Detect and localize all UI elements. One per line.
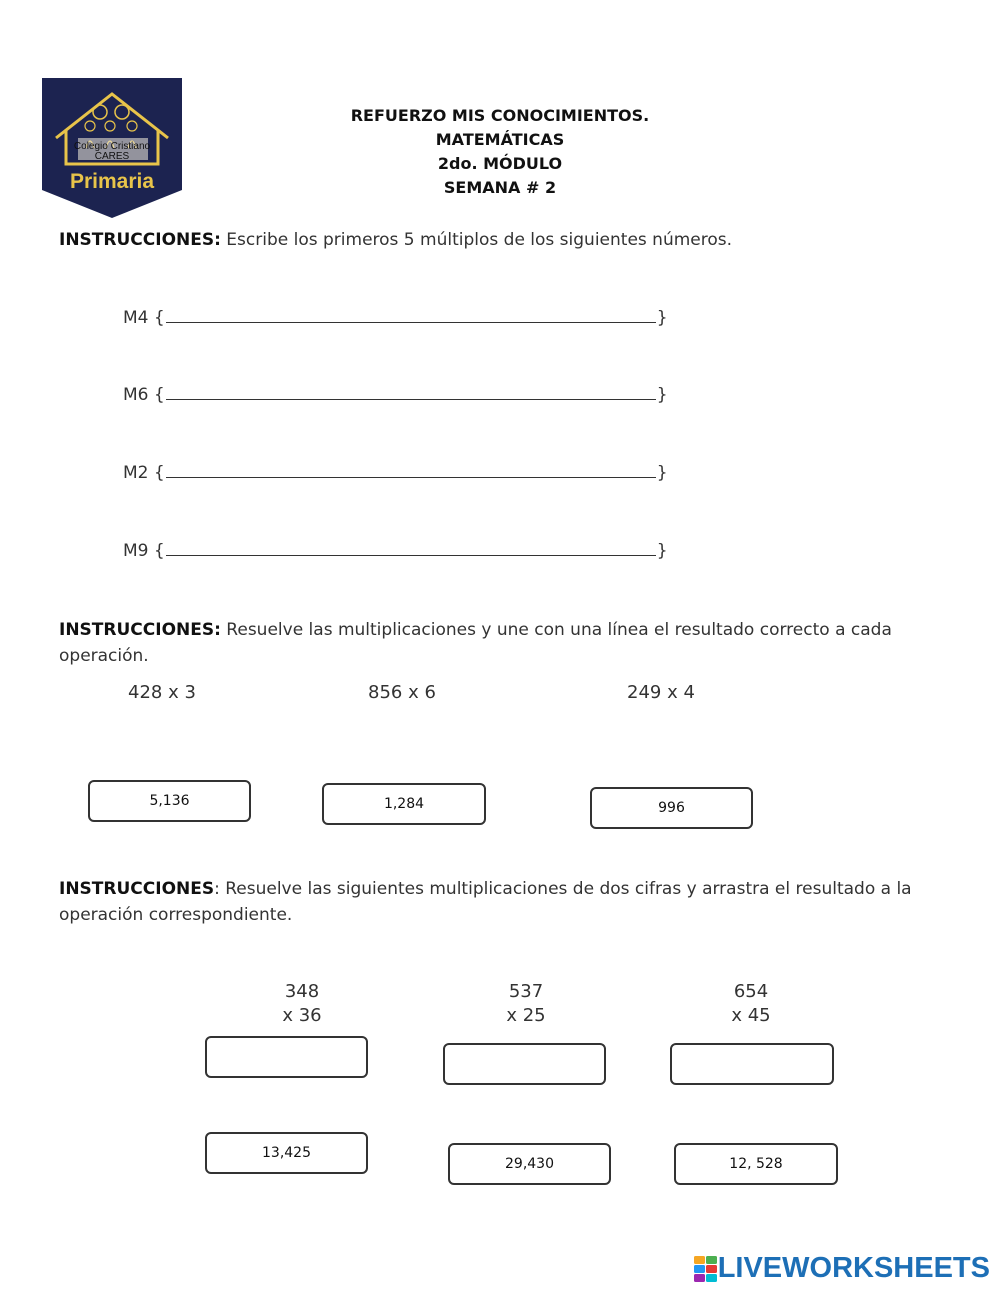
logo-primaria-label: Primaria [69, 170, 155, 193]
multiples-answer-blank[interactable] [166, 306, 656, 323]
header-line-3: 2do. MÓDULO [437, 154, 563, 173]
liveworksheets-blocks-icon [694, 1256, 718, 1282]
multiples-row-suffix: } [656, 308, 668, 328]
drop-target-2[interactable] [443, 1043, 606, 1085]
instructions-2-text: Resuelve las multiplicaciones y une con una línea el resultado correcto a cada operación. [59, 620, 892, 666]
draggable-answer-2[interactable]: 29,430 [448, 1143, 611, 1185]
vertical-multiplication-3 [691, 980, 811, 1028]
drop-target-3[interactable] [670, 1043, 834, 1085]
multiplier: x 25 [506, 1005, 546, 1026]
logo-school-line2: CARES [94, 151, 130, 162]
multiples-row-prefix: M4 { [123, 308, 165, 328]
operation-3[interactable]: 249 x 4 [627, 682, 695, 703]
multiples-row-m6[interactable] [123, 383, 668, 405]
answer-option-3[interactable]: 996 [590, 787, 753, 829]
draggable-answer-3[interactable]: 12, 528 [674, 1143, 838, 1185]
multiples-row-m9[interactable] [123, 539, 668, 561]
instructions-1 [59, 227, 939, 253]
answer-option-1[interactable]: 5,136 [88, 780, 251, 822]
instructions-2 [59, 617, 939, 669]
instructions-3 [59, 876, 939, 928]
multiplier: x 45 [731, 1005, 771, 1026]
multiplier: x 36 [282, 1005, 322, 1026]
multiplicand: 654 [733, 981, 769, 1002]
multiples-row-suffix: } [656, 463, 668, 483]
multiples-row-prefix: M6 { [123, 385, 165, 405]
instructions-3-text: : Resuelve las siguientes multiplicaciones de dos cifras y arrastra el resultado a la operación correspondiente. [59, 879, 912, 925]
header-line-4: SEMANA # 2 [443, 178, 557, 197]
multiples-row-m4[interactable] [123, 306, 668, 328]
vertical-multiplication-1 [242, 980, 362, 1028]
instructions-3-label: INSTRUCCIONES [59, 879, 215, 899]
instructions-1-text: Escribe los primeros 5 múltiplos de los siguientes números. [220, 230, 733, 250]
multiples-answer-blank[interactable] [166, 461, 656, 478]
footer-brand-text: LIVEWORKSHEETS [717, 1252, 990, 1284]
operation-1[interactable]: 428 x 3 [128, 682, 196, 703]
multiplicand: 537 [508, 981, 544, 1002]
multiples-row-suffix: } [656, 385, 668, 405]
header-line-2: MATEMÁTICAS [435, 130, 565, 149]
footer-branding [694, 1252, 990, 1285]
header-line-1: REFUERZO MIS CONOCIMIENTOS. [350, 106, 650, 125]
multiples-row-prefix: M2 { [123, 463, 165, 483]
multiples-answer-blank[interactable] [166, 539, 656, 556]
logo-school-line1: Colegio Cristiano [73, 141, 151, 152]
worksheet-header [0, 104, 1000, 200]
vertical-multiplication-2 [466, 980, 586, 1028]
answer-option-2[interactable]: 1,284 [322, 783, 486, 825]
multiples-row-suffix: } [656, 541, 668, 561]
multiples-row-prefix: M9 { [123, 541, 165, 561]
instructions-2-label: INSTRUCCIONES: [59, 620, 221, 640]
instructions-1-label: INSTRUCCIONES: [59, 230, 221, 250]
multiples-answer-blank[interactable] [166, 383, 656, 400]
multiplicand: 348 [284, 981, 320, 1002]
drop-target-1[interactable] [205, 1036, 368, 1078]
operation-2[interactable]: 856 x 6 [368, 682, 436, 703]
multiples-row-m2[interactable] [123, 461, 668, 483]
draggable-answer-1[interactable]: 13,425 [205, 1132, 368, 1174]
